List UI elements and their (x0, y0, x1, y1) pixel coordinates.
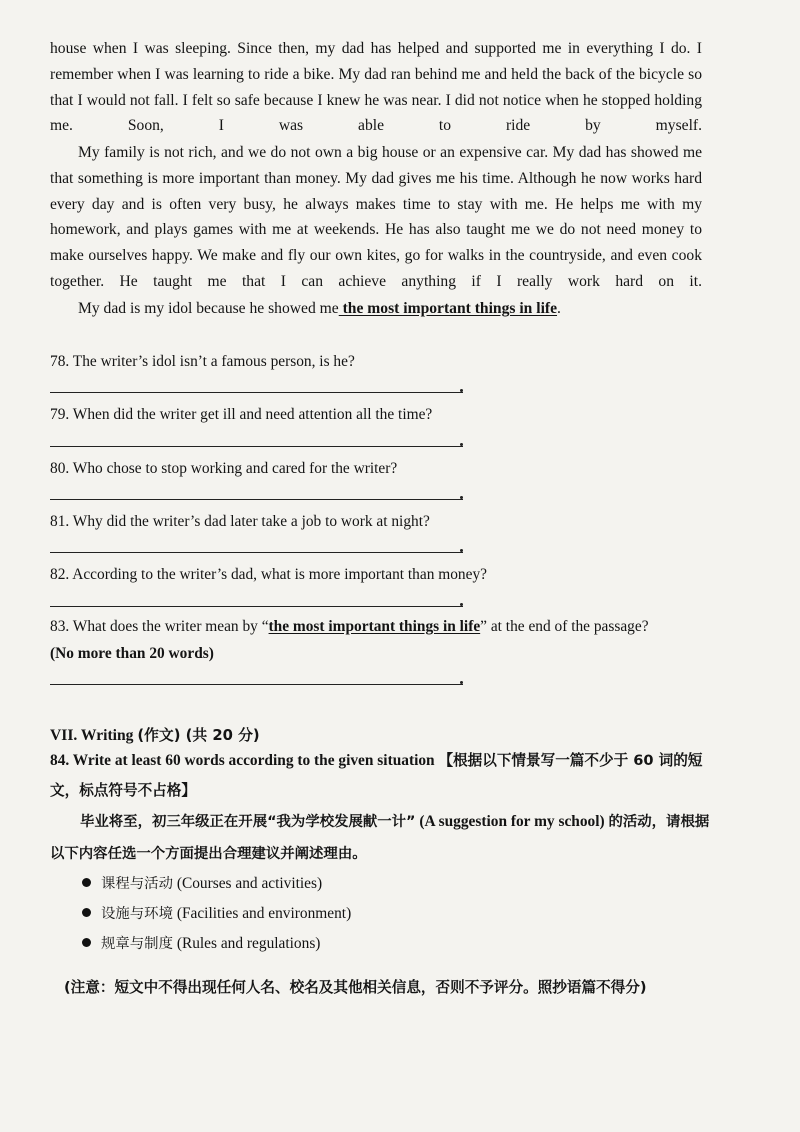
option-facilities: 设施与环境 (Facilities and environment) (82, 902, 351, 923)
option-courses: 课程与活动 (Courses and activities) (82, 872, 322, 893)
emphasized-phrase: the most important things in life (268, 618, 481, 635)
question-80: 80. Who chose to stop working and cared for the writer? (50, 460, 398, 477)
writing-task: 84. Write at least 60 words according to the given situation 【根据以下情景写一篇不少于 60 词的短文，标点符号不占格】 (50, 752, 703, 799)
bullet-icon (82, 908, 91, 917)
question-82: 82. According to the writer’s dad, what is more important than money? (50, 566, 487, 583)
question-81: 81. Why did the writer’s dad later take a job to work at night? (50, 513, 430, 530)
answer-line-78[interactable] (50, 392, 463, 393)
answer-line-end (460, 389, 463, 392)
question-79: 79. When did the writer get ill and need attention all the time? (50, 406, 433, 423)
writing-intro: 毕业将至，初三年级正在开展“我为学校发展献一计” (A suggestion for my school) 的活动，请根据以下内容任选一个方面提出合理建议并阐述理由。 (50, 813, 710, 862)
section-title: VII. Writing (作文) (共 20 分) (50, 727, 260, 744)
answer-line-end (460, 443, 463, 446)
answer-line-80[interactable] (50, 499, 463, 500)
answer-line-83[interactable] (50, 684, 463, 685)
writing-note: (注意：短文中不得出现任何人名、校名及其他相关信息，否则不予评分。照抄语篇不得分) (64, 979, 647, 996)
answer-line-79[interactable] (50, 446, 463, 447)
question-83: 83. What does the writer mean by “the most important things in life” at the end of the passage? (50, 618, 649, 635)
paragraph-3: My dad is my idol because he showed me the most important things in life. (78, 300, 561, 317)
emphasized-phrase: the most important things in life (338, 300, 558, 317)
answer-line-82[interactable] (50, 606, 463, 607)
paragraph-1: house when I was sleeping. Since then, my dad has helped and supported me in everything I do. I remember when I was learning to ride a bike. My dad ran behind me and held the back of the bicycle so that I would not fall. I felt so safe because I knew he was near. I did not notice when he stopped holding me. Soon, I was able to ride by myself. (50, 40, 702, 135)
option-rules: 规章与制度 (Rules and regulations) (82, 932, 320, 953)
answer-line-end (460, 496, 463, 499)
answer-line-81[interactable] (50, 552, 463, 553)
answer-line-end (460, 603, 463, 606)
paragraph-2: My family is not rich, and we do not own a big house or an expensive car. My dad has showed me that something is more important than money. My dad gives me his time. Although he now works hard every day and is often very busy, he always makes time to stay with me. He helps me with my homework, and plays games with me at weekends. He has also taught me we do not need money to make ourselves happy. We make and fly our own kites, go for walks in the countryside, and even cook together. He taught me that I can achieve anything if I really work hard on it. (50, 144, 702, 290)
word-limit-note: (No more than 20 words) (50, 645, 214, 662)
bullet-icon (82, 878, 91, 887)
bullet-icon (82, 938, 91, 947)
question-78: 78. The writer’s idol isn’t a famous person, is he? (50, 353, 355, 370)
answer-line-end (460, 681, 463, 684)
answer-line-end (460, 549, 463, 552)
